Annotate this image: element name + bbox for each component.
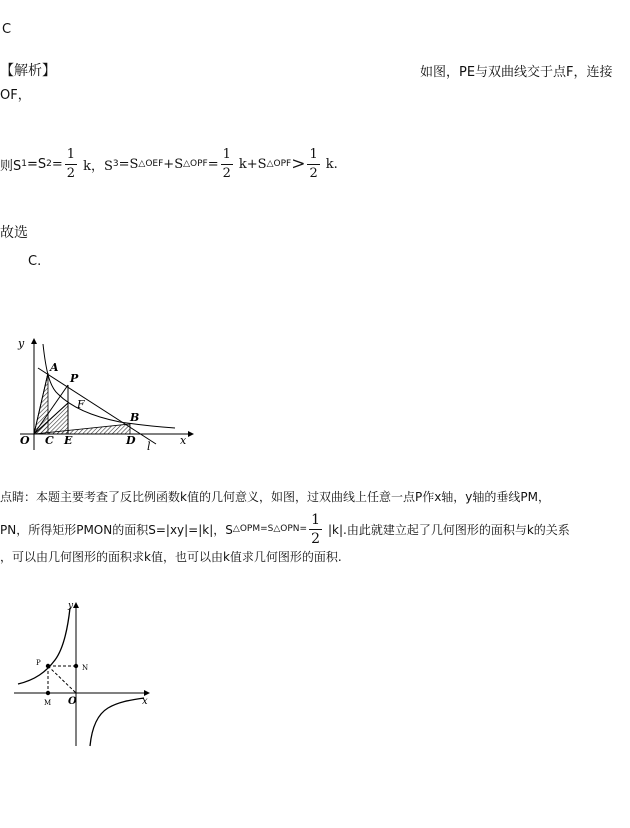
comment-line2: [0, 508, 570, 550]
formula-fraction-3: $\frac{1}{2}$: [309, 146, 318, 181]
analysis-line1: 如图，PE与双曲线交于点F，连接: [420, 65, 613, 80]
formula-eq1: =S: [27, 156, 47, 172]
figure2-point-m: [46, 691, 50, 695]
figure2-label-x: x: [142, 696, 148, 707]
formula-k-plus-s: k+S: [238, 156, 267, 172]
formula-tri-opf: △OPF: [183, 159, 208, 169]
figure1-label-p: P: [70, 372, 79, 385]
formula-k-end: k.: [325, 156, 338, 172]
formula-fraction-1: $\frac{1}{2}$: [66, 146, 76, 181]
figure2-y-arrow: [73, 602, 79, 608]
figure2-label-y: y: [68, 601, 74, 611]
comment-line2-b: |k|.由此就建立起了几何图形的面积与k的关系: [328, 522, 570, 537]
comment-line1: 点睛：本题主要考查了反比例函数k值的几何意义，如图，过双曲线上任意一点P作x轴，y轴的垂线PM，: [0, 490, 550, 504]
figure1-label-f: F: [77, 398, 85, 411]
figure1-label-c: C: [45, 434, 54, 447]
formula-tri-opf2: △OPF: [266, 159, 292, 169]
figure1-label-a: A: [50, 361, 59, 374]
formula-k-comma: k，S: [83, 158, 113, 174]
figure2-label-n: N: [82, 664, 89, 672]
figure2-diagram: [10, 596, 160, 756]
comment-line3: ，可以由几何图形的面积求k值，也可以由k值求几何图形的面积.: [0, 550, 342, 564]
formula-gt: >: [291, 154, 306, 174]
figure1-y-arrow: [31, 338, 37, 344]
comment-fraction: $\frac{1}{2}$: [311, 511, 320, 547]
figure1-label-d: D: [126, 434, 136, 447]
answer-letter: C: [2, 22, 12, 37]
conclusion-label: 故选: [0, 225, 28, 241]
comment-line2-a: PN，所得矩形PMON的面积S=|xy|=|k|，S: [0, 522, 233, 537]
figure2-label-p: P: [36, 659, 41, 667]
formula-eq4: =: [207, 156, 219, 172]
figure2-hyperbola-lower: [90, 698, 144, 746]
formula-line: [0, 142, 338, 186]
conclusion-choice: C.: [28, 254, 42, 269]
figure1-label-y: y: [18, 337, 25, 350]
formula-plus: +S: [163, 156, 184, 172]
figure2-point-n: [74, 664, 78, 668]
figure1-label-x: x: [180, 434, 187, 447]
formula-fraction-2: $\frac{1}{2}$: [222, 146, 231, 181]
figure2-hyperbola-upper: [18, 608, 70, 684]
formula-tri-oef: △OEF: [138, 159, 164, 169]
formula-s3-sub: 3: [112, 159, 119, 169]
figure1-diagram: [10, 332, 200, 457]
comment-line2-sub: △OPM=S△OPN=: [232, 524, 308, 534]
formula-eq3: =S: [118, 156, 139, 172]
figure1-label-o: O: [20, 434, 30, 447]
formula-eq2: =: [51, 156, 63, 172]
figure2-point-p: [46, 664, 50, 668]
formula-s1-sub: 1: [21, 159, 27, 169]
analysis-line2: OF，: [0, 88, 31, 103]
figure1-label-l: l: [147, 440, 151, 453]
figure2-segment-po: [48, 666, 76, 693]
figure1-label-e: E: [64, 434, 73, 447]
figure1-label-b: B: [130, 411, 140, 424]
figure2-label-m: M: [44, 699, 52, 707]
figure1-x-arrow: [188, 431, 194, 437]
analysis-heading: 【解析】: [0, 63, 56, 79]
formula-s2-sub: 2: [46, 159, 52, 169]
formula-prefix: 则S: [0, 158, 22, 174]
figure2-label-o: O: [68, 696, 77, 707]
